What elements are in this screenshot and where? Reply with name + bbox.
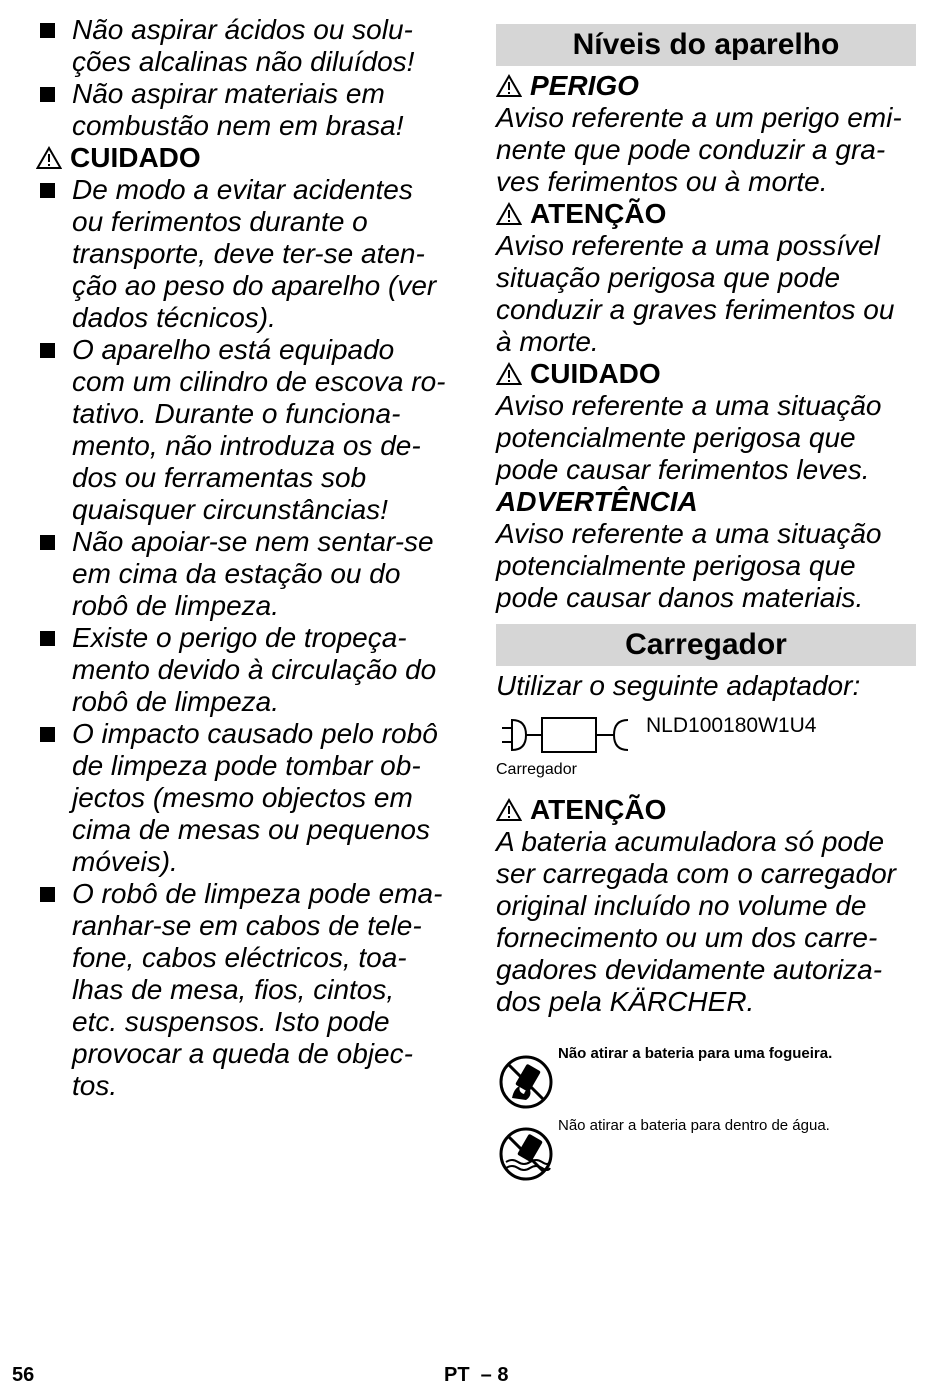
bullet-text: De modo a evitar acidentes ou ferimentos durante o transporte, deve ter-se aten- ção ao peso do aparelho (ver dados técnicos). bbox=[72, 174, 437, 333]
list-item bbox=[36, 718, 466, 878]
left-column bbox=[36, 14, 466, 1102]
level-heading-notice: ADVERTÊNCIA bbox=[496, 486, 698, 517]
bullet-square-icon bbox=[40, 631, 55, 646]
attention-text: A bateria acumuladora só pode ser carregada com o carregador original incluído no volume de fornecimento ou um dos carre- gadores devidamente autoriza- dos pela KÄRCHER. bbox=[496, 826, 896, 1017]
adapter-diagram bbox=[496, 714, 916, 780]
bullet-text: O aparelho está equipado com um cilindro de escova ro- tativo. Durante o funciona- mento, não introduza os de- dos ou ferramentas sob quaisquer circunstâncias! bbox=[72, 334, 446, 525]
bullet-square-icon bbox=[40, 343, 55, 358]
adapter-model: NLD100180W1U4 bbox=[646, 714, 817, 737]
right-column bbox=[496, 14, 916, 1188]
warning-triangle-icon bbox=[496, 74, 522, 98]
bullet-square-icon bbox=[40, 183, 55, 198]
bullet-text: Não apoiar-se nem sentar-se em cima da estação ou do robô de limpeza. bbox=[72, 526, 434, 621]
level-heading-danger: PERIGO bbox=[496, 70, 916, 102]
level-text: Aviso referente a uma situação potencialmente perigosa que pode causar danos materiais. bbox=[496, 518, 882, 613]
list-item bbox=[36, 334, 466, 526]
bullet-text: O impacto causado pelo robô de limpeza pode tombar ob- jectos (mesmo objectos em cima de mesas ou pequenos móveis). bbox=[72, 718, 438, 877]
warning-triangle-icon bbox=[496, 362, 522, 386]
adapter-caption: Carregador bbox=[496, 761, 577, 778]
list-item bbox=[36, 174, 466, 334]
bullet-square-icon bbox=[40, 887, 55, 902]
warning-triangle-icon bbox=[36, 146, 62, 170]
level-text: Aviso referente a um perigo emi- nente que pode conduzir a gra- ves ferimentos ou à morte. bbox=[496, 102, 902, 197]
level-text: Aviso referente a uma situação potencialmente perigosa que pode causar ferimentos leves. bbox=[496, 390, 882, 485]
battery-note-fire: Não atirar a bateria para uma fogueira. bbox=[496, 1044, 916, 1116]
section-title-charger: Carregador bbox=[496, 624, 916, 666]
section-title-levels: Níveis do aparelho bbox=[496, 24, 916, 66]
bullet-text: Existe o perigo de tropeça- mento devido à circulação do robô de limpeza. bbox=[72, 622, 437, 717]
language-page-code: PT – 8 bbox=[444, 1364, 509, 1386]
warning-triangle-icon bbox=[496, 202, 522, 226]
no-fire-icon bbox=[498, 1054, 554, 1110]
list-item bbox=[36, 78, 466, 142]
level-heading-caution: CUIDADO bbox=[496, 358, 916, 390]
list-item bbox=[36, 526, 466, 622]
attention-heading: ATENÇÃO bbox=[496, 794, 916, 826]
bullet-square-icon bbox=[40, 535, 55, 550]
level-text: Aviso referente a uma possível situação perigosa que pode conduzir a graves ferimentos ou à morte. bbox=[496, 230, 895, 357]
list-item bbox=[36, 14, 466, 78]
battery-note-water: Não atirar a bateria para dentro de água. bbox=[496, 1116, 916, 1188]
level-heading-warning: ATENÇÃO bbox=[496, 198, 916, 230]
warning-triangle-icon bbox=[496, 798, 522, 822]
adapter-intro: Utilizar o seguinte adaptador: bbox=[496, 670, 861, 701]
bullet-square-icon bbox=[40, 23, 55, 38]
no-water-icon bbox=[498, 1126, 554, 1182]
caution-heading: CUIDADO bbox=[36, 142, 466, 174]
bullet-text: O robô de limpeza pode ema- ranhar-se em cabos de tele- fone, cabos eléctricos, toa- lhas de mesa, fios, cintos, etc. suspensos. Isto pode provocar a queda de objec- tos. bbox=[72, 878, 443, 1101]
list-item bbox=[36, 878, 466, 1102]
bullet-text: Não aspirar materiais em combustão nem em brasa! bbox=[72, 78, 404, 141]
page-number: 56 bbox=[12, 1364, 35, 1386]
bullet-text: Não aspirar ácidos ou solu- ções alcalinas não diluídos! bbox=[72, 14, 415, 77]
bullet-square-icon bbox=[40, 87, 55, 102]
charger-plug-icon bbox=[498, 714, 638, 758]
bullet-square-icon bbox=[40, 727, 55, 742]
list-item bbox=[36, 622, 466, 718]
